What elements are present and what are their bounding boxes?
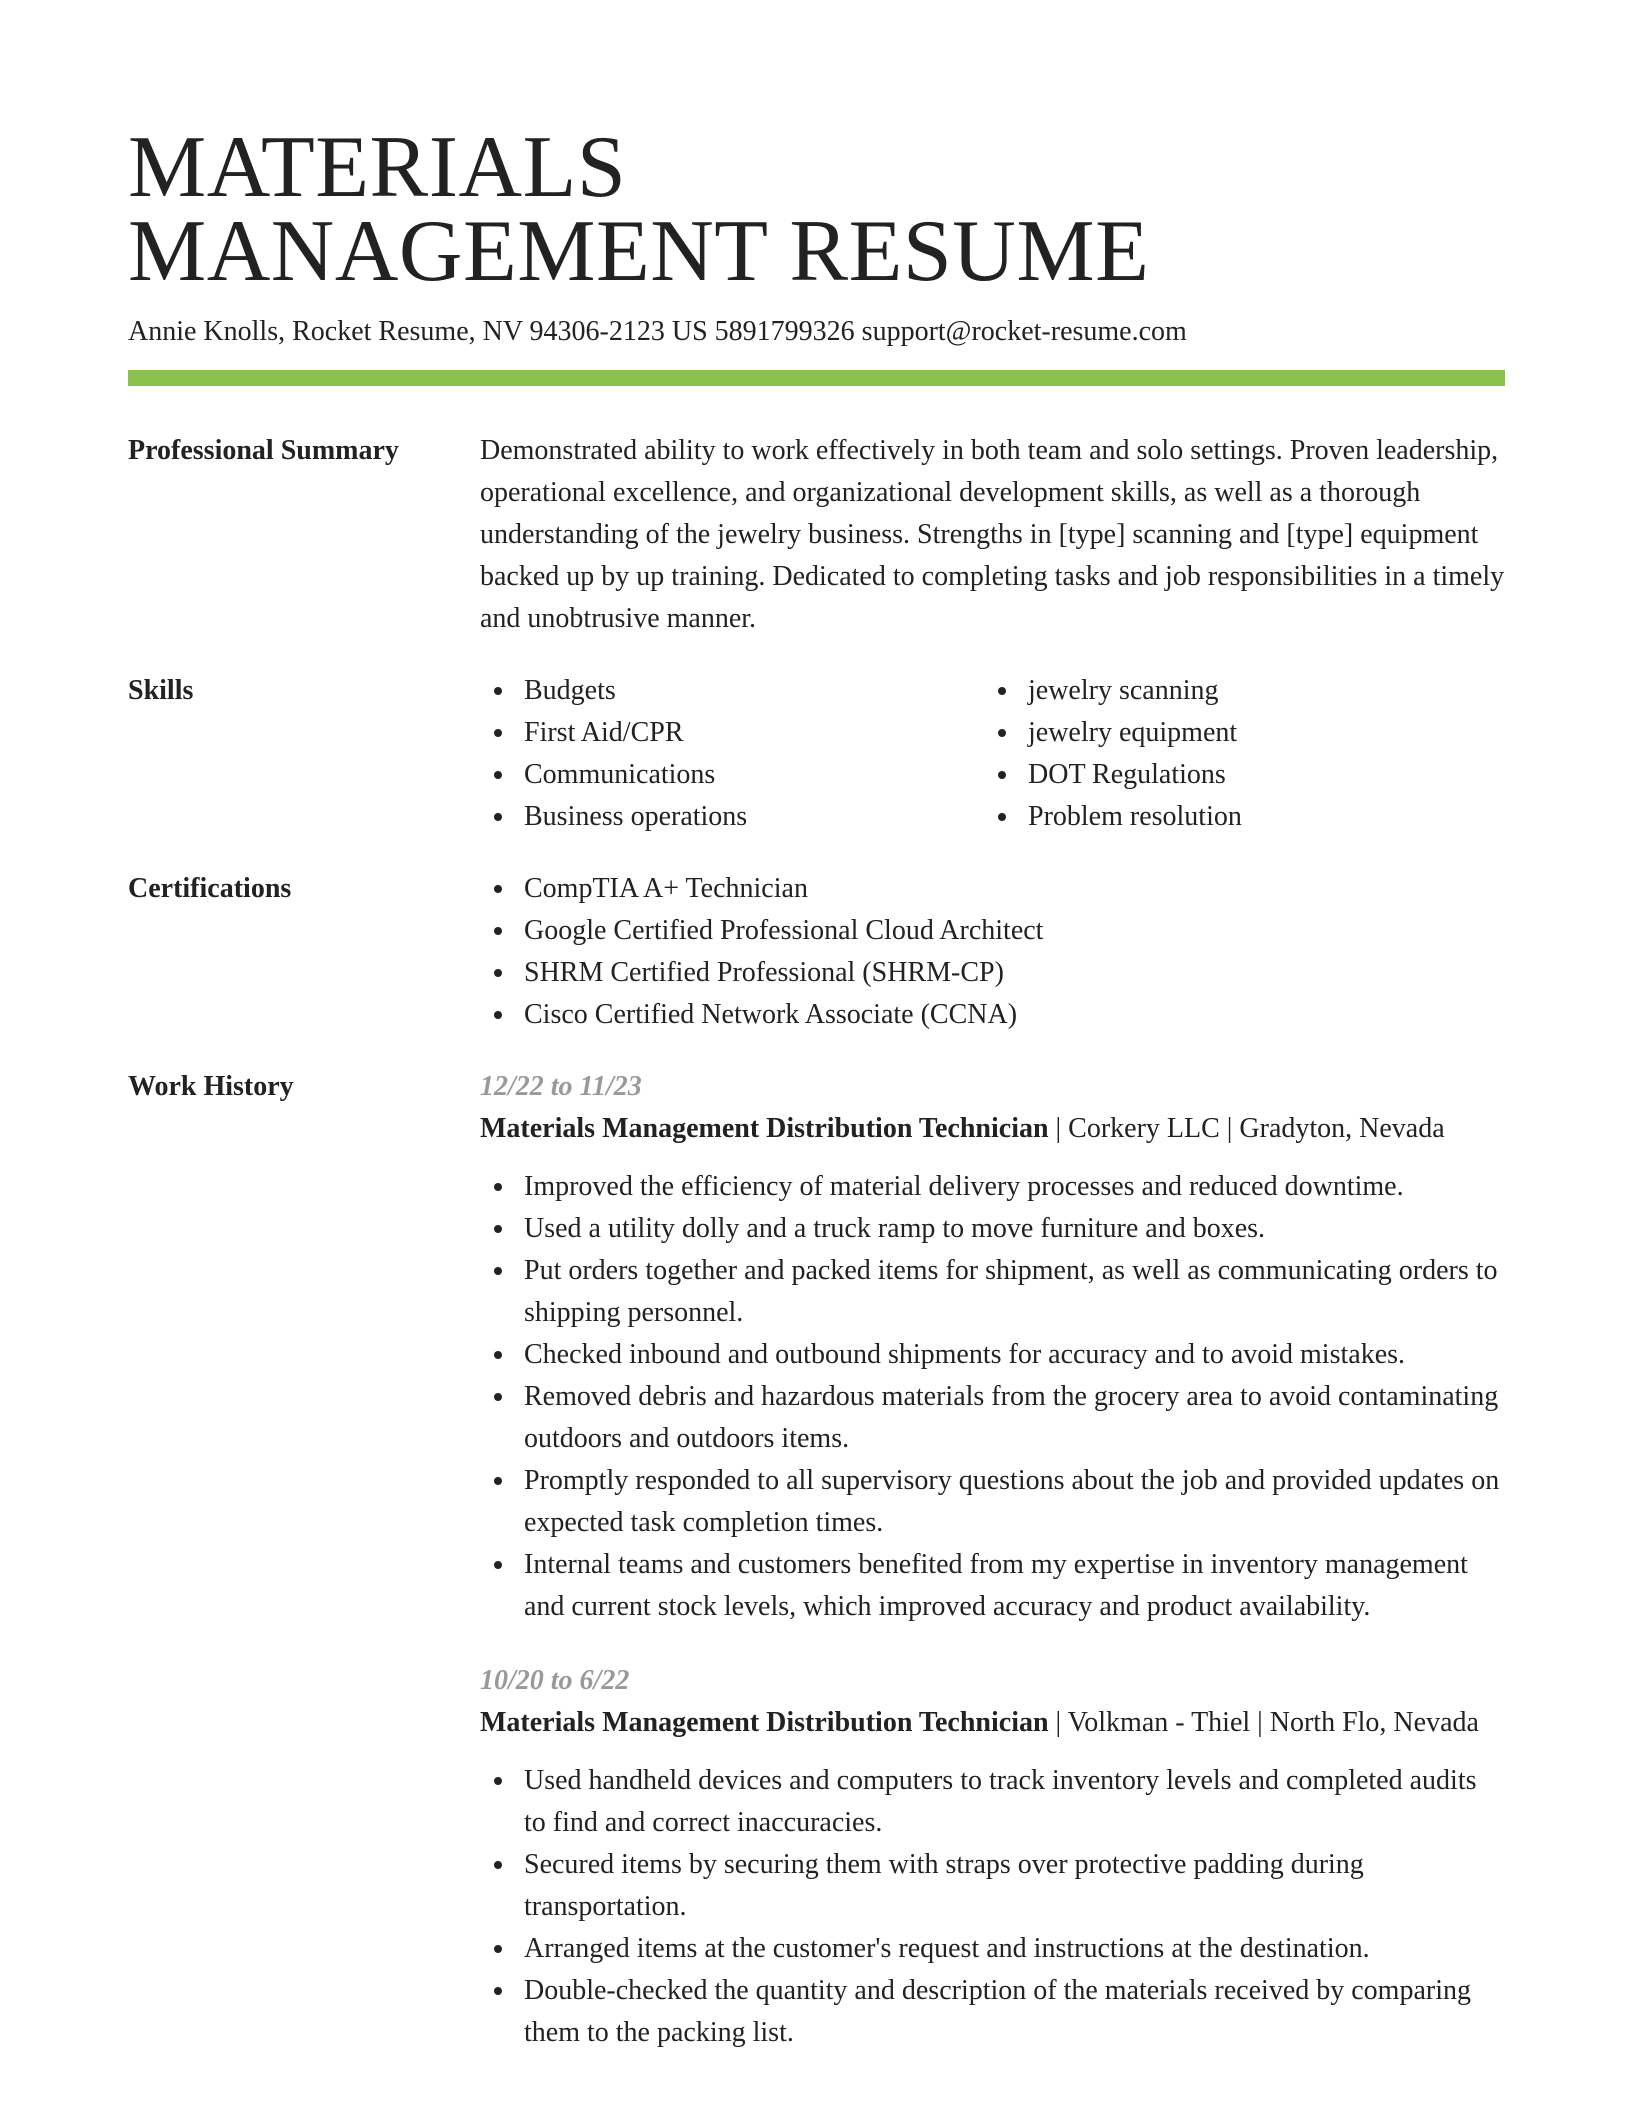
section-label-skills: Skills xyxy=(128,675,194,706)
section-label-summary: Professional Summary xyxy=(128,435,399,466)
section-label-work-history: Work History xyxy=(128,1071,294,1102)
job-title: Materials Management Distribution Technician xyxy=(480,1113,1049,1144)
accent-divider xyxy=(128,370,1505,386)
certification-item: Cisco Certified Network Associate (CCNA) xyxy=(480,994,1505,1036)
certification-item: Google Certified Professional Cloud Architect xyxy=(480,910,1505,952)
job-bullet: Promptly responded to all supervisory questions about the job and provided updates on expected task completion times. xyxy=(480,1460,1505,1544)
job-bullet: Arranged items at the customer's request and instructions at the destination. xyxy=(480,1928,1505,1970)
certification-item: CompTIA A+ Technician xyxy=(480,868,1505,910)
skill-item: Business operations xyxy=(480,796,984,838)
job-heading xyxy=(480,1108,1505,1150)
job-bullet: Checked inbound and outbound shipments for accuracy and to avoid mistakes. xyxy=(480,1334,1505,1376)
skill-item: First Aid/CPR xyxy=(480,712,984,754)
resume-title xyxy=(128,119,1150,300)
job-bullets xyxy=(480,1166,1505,1628)
job-heading xyxy=(480,1702,1505,1744)
job-bullet: Used handheld devices and computers to track inventory levels and completed audits to find and correct inaccuracies. xyxy=(480,1760,1505,1844)
skill-item: jewelry equipment xyxy=(984,712,1488,754)
job-details: | Volkman - Thiel | North Flo, Nevada xyxy=(1048,1707,1479,1738)
job-entry xyxy=(480,1066,1505,1628)
job-dates: 10/20 to 6/22 xyxy=(480,1665,630,1696)
skills-list-left xyxy=(480,670,984,838)
job-dates: 12/22 to 11/23 xyxy=(480,1071,642,1102)
skill-item: Budgets xyxy=(480,670,984,712)
certification-item: SHRM Certified Professional (SHRM-CP) xyxy=(480,952,1505,994)
summary-text: Demonstrated ability to work effectively in both team and solo settings. Proven leadership, operational excellence, and organizational development skills, as well as a thorough understanding of the jewelry business. Strengths in [type] scanning and [type] equipment backed up by up training. Dedicated to completing tasks and job responsibilities in a timely and unobtrusive manner. xyxy=(480,435,1505,634)
job-title: Materials Management Distribution Technician xyxy=(480,1707,1049,1738)
job-bullet: Improved the efficiency of material delivery processes and reduced downtime. xyxy=(480,1166,1505,1208)
job-bullet: Double-checked the quantity and description of the materials received by comparing them to the packing list. xyxy=(480,1970,1505,2054)
job-bullets xyxy=(480,1760,1505,2054)
certifications-content xyxy=(480,868,1505,1036)
skill-item: DOT Regulations xyxy=(984,754,1488,796)
job-bullet: Secured items by securing them with straps over protective padding during transportation. xyxy=(480,1844,1505,1928)
job-entry xyxy=(480,1660,1505,2054)
title-line-2: MANAGEMENT RESUME xyxy=(128,203,1150,300)
skills-columns xyxy=(480,670,1505,838)
skill-item: jewelry scanning xyxy=(984,670,1488,712)
work-history-content xyxy=(480,1066,1505,2054)
title-line-1: MATERIALS xyxy=(128,119,627,216)
contact-line: Annie Knolls, Rocket Resume, NV 94306-2123 US 5891799326 support@rocket-resume.com xyxy=(128,316,1187,347)
section-label-certifications: Certifications xyxy=(128,873,292,904)
job-bullet: Used a utility dolly and a truck ramp to move furniture and boxes. xyxy=(480,1208,1505,1250)
certifications-list xyxy=(480,868,1505,1036)
skills-list-right xyxy=(984,670,1488,838)
job-details: | Corkery LLC | Gradyton, Nevada xyxy=(1048,1113,1445,1144)
job-bullet: Internal teams and customers benefited from my expertise in inventory management and current stock levels, which improved accuracy and product availability. xyxy=(480,1544,1505,1628)
skill-item: Communications xyxy=(480,754,984,796)
skill-item: Problem resolution xyxy=(984,796,1488,838)
job-bullet: Removed debris and hazardous materials from the grocery area to avoid contaminating outdoors and outdoors items. xyxy=(480,1376,1505,1460)
job-bullet: Put orders together and packed items for shipment, as well as communicating orders to shipping personnel. xyxy=(480,1250,1505,1334)
